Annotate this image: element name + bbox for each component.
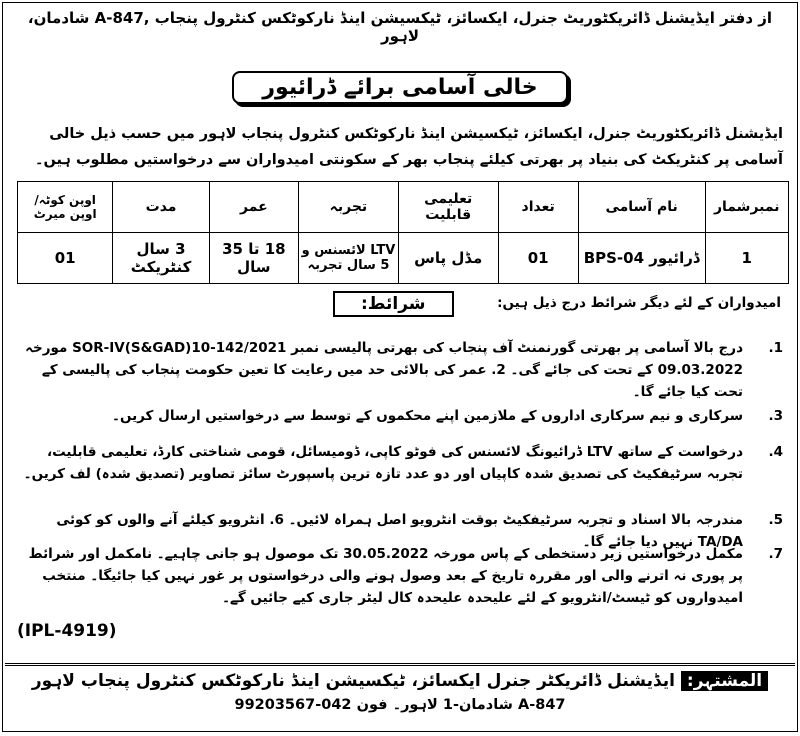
advertiser-label: المشتہر: xyxy=(681,671,768,691)
intro-paragraph: ایڈیشنل ڈائریکٹوریٹ جنرل، ایکسائز، ٹیکسیشن اینڈ نارکوٹکس کنٹرول پنجاب لاہور میں حسب ذیل خالی آسامی پر کنٹریکٹ کی بنیاد پر بھرتی کیلئے پنجاب بھر کے سکونتی امیدواران سے درخواستیں مطلوب ہیں۔ xyxy=(34,126,783,168)
cell-post: ڈرائیور BPS-04 xyxy=(578,233,705,284)
cell-experience: LTV لائسنس و 5 سال تجربہ xyxy=(298,233,398,284)
condition-number: 5. xyxy=(768,512,783,528)
condition-item-3 xyxy=(17,405,783,427)
condition-text: درخواست کے ساتھ LTV ڈرائیونگ لائسنس کی فوٹو کاپی، ڈومیسائل، قومی شناختی کارڈ، تعلیمی قابلیت، تجربہ سرٹیفکیٹ کی تصدیق شدہ کاپیاں اور دو عدد تازہ ترین پاسپورٹ سائز تصاویر (تصدیق شدہ) لف کریں۔ xyxy=(23,444,743,482)
condition-number: 7. xyxy=(768,546,783,562)
condition-number: 1. xyxy=(768,340,783,356)
footer-band xyxy=(5,663,795,713)
header-post: نام آسامی xyxy=(578,182,705,233)
conditions-heading: شرائط: xyxy=(333,291,454,317)
footer xyxy=(5,663,795,733)
header-experience: تجربہ xyxy=(298,182,398,233)
condition-text: درج بالا آسامی پر بھرتی گورنمنٹ آف پنجاب کی بھرتی پالیسی نمبر SOR-IV(S&GAD)10-142/2021 مورخہ 09.03.2022 کے تحت کی جائے گی۔ 2. عمر کی بالائی حد میں رعایت کا تعین حکومت پنجاب کی پالیسی کے تحت کیا جائے گا۔ xyxy=(25,340,743,400)
header-quota: اوپن کوٹہ/ اوپن میرٹ xyxy=(18,182,113,233)
header-serial: نمبرشمار xyxy=(705,182,789,233)
cell-duration: 3 سال کنٹریکٹ xyxy=(113,233,209,284)
advertiser-address: 847-A شادمان-1 لاہور۔ فون 042-99203567 xyxy=(234,697,566,713)
condition-number: 4. xyxy=(768,444,783,460)
title-wrap xyxy=(3,71,797,104)
condition-text: مندرجہ بالا اسناد و تجربہ سرٹیفکیٹ بوقت انٹرویو اصل ہمراہ لائیں۔ 6. انٹرویو کیلئے آنے والوں کو کوئی TA/DA نہیں دیا جائے گا۔ xyxy=(56,512,743,550)
header-duration: مدت xyxy=(113,182,209,233)
cell-quota: 01 xyxy=(18,233,113,284)
condition-item-1 xyxy=(17,337,783,403)
cell-count: 01 xyxy=(498,233,578,284)
header-count: تعداد xyxy=(498,182,578,233)
table-row xyxy=(18,233,789,284)
advertiser-name: ایڈیشنل ڈائریکٹر جنرل ایکسائز، ٹیکسیشن اینڈ نارکوٹکس کنٹرول پنجاب لاہور xyxy=(31,671,675,691)
condition-text: مکمل درخواستیں زیر دستخطی کے پاس مورخہ 30.05.2022 تک موصول ہو جانی چاہیے۔ نامکمل اور شرائط پر پوری نہ اترنے والی اور مقررہ تاریخ کے بعد وصول ہونے والی درخواستوں پر غور نہیں کیا جائیگا۔ منتخب امیدواروں کو ٹیسٹ/انٹرویو کے لئے علیحدہ علیحدہ کال لیٹر جاری کیے جائیں گے۔ xyxy=(28,546,743,606)
cell-qualification: مڈل پاس xyxy=(398,233,498,284)
header-age: عمر xyxy=(209,182,298,233)
cell-age: 18 تا 35 سال xyxy=(209,233,298,284)
vacancy-title: خالی آسامی برائے ڈرائیور xyxy=(232,71,567,104)
conditions-intro: امیدواران کے لئے دیگر شرائط درج ذیل ہیں: xyxy=(497,295,781,311)
advertisement-page xyxy=(2,2,798,732)
condition-number: 3. xyxy=(768,408,783,424)
condition-text: سرکاری و نیم سرکاری اداروں کے ملازمین اپنے محکموں کے توسط سے درخواستیں ارسال کریں۔ xyxy=(112,408,743,424)
advertiser-line xyxy=(5,670,795,691)
vacancy-table xyxy=(17,181,789,284)
office-line: از دفتر ایڈیشنل ڈائریکٹوریٹ جنرل، ایکسائز، ٹیکسیشن اینڈ نارکوٹکس کنٹرول پنجاب ,847-A شادمان، لاہور xyxy=(27,9,773,45)
condition-item-7 xyxy=(17,543,783,609)
header-qualification: تعلیمی قابلیت xyxy=(398,182,498,233)
table-header-row xyxy=(18,182,789,233)
cell-serial: 1 xyxy=(705,233,789,284)
ipl-number: (IPL-4919) xyxy=(17,621,117,641)
condition-item-4 xyxy=(17,441,783,485)
